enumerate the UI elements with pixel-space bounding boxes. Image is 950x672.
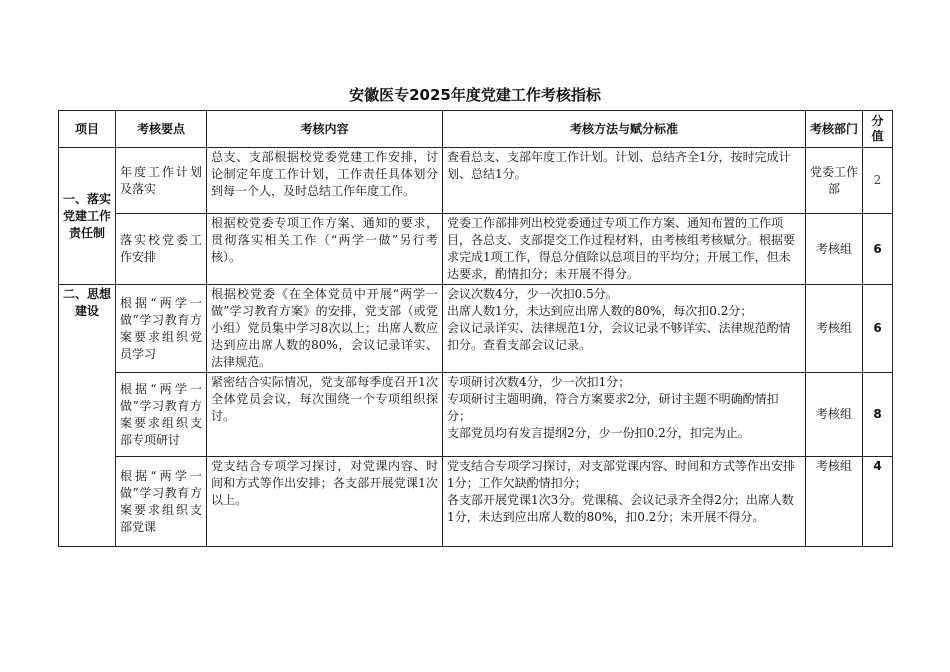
point-cell: 根据“两学一做”学习教育方案要求组织党员学习: [116, 285, 207, 373]
content-cell: 根据校党委《在全体党员中开展“两学一做”学习教育方案》的安排，党支部（或党小组）党员集中学习8次以上；出席人数应达到应出席人数的80%，会议记录详实、法律规范。: [207, 285, 443, 373]
project-cell: 二、思想建设: [59, 285, 116, 547]
score-cell: 8: [863, 373, 893, 457]
dept-cell: 考核组: [806, 214, 863, 285]
method-line: 出席人数1分，未达到应出席人数的80%，每次扣0.2分；: [447, 304, 753, 318]
table-row: [59, 373, 893, 457]
method-line: 会议记录详实、法律规范1分，会议记录不够详实、法律规范酌情扣分。查看支部会议记录。: [447, 321, 791, 352]
method-line: 查看总支、支部年度工作计划。计划、总结齐全1分，按时完成计划、总结1分。: [447, 150, 791, 181]
document-title: 安徽医专2025年度党建工作考核指标: [349, 86, 601, 104]
dept-cell: 考核组: [806, 285, 863, 373]
method-line: 各支部开展党课1次3分。党课稿、会议记录齐全得2分；出席人数1分，未达到应出席人数的80%，扣0.2分；未开展不得分。: [447, 493, 794, 524]
method-line: 会议次数4分，少一次扣0.5分。: [447, 287, 618, 301]
content-cell: 根据校党委专项工作方案、通知的要求，贯彻落实相关工作（“两学一做”另行考核）。: [207, 214, 443, 285]
header-point: 考核要点: [116, 111, 207, 148]
score-cell: 6: [863, 285, 893, 373]
score-cell: 4: [863, 457, 893, 547]
score-cell: 2: [863, 148, 893, 214]
dept-cell: 考核组: [806, 373, 863, 457]
project-cell: 一、落实党建工作责任制: [59, 148, 116, 285]
method-line: 党支结合专项学习探讨，对支部党课内容、时间和方式等作出安排1分；工作欠缺酌情扣分；: [447, 459, 796, 490]
point-cell: 根据“两学一做”学习教育方案要求组织支部党课: [116, 457, 207, 547]
score-cell: 6: [863, 214, 893, 285]
method-cell: [443, 373, 806, 457]
dept-cell: 党委工作部: [806, 148, 863, 214]
method-line: 党委工作部排列出校党委通过专项工作方案、通知布置的工作项目，各总支、支部提交工作过程材料，由考核组考核赋分。根据要求完成1项工作，得总分值除以总项目的平均分；开展工作，但未达要求，酌情扣分；未开展不得分。: [447, 216, 796, 281]
table-row: [59, 285, 893, 373]
header-content: 考核内容: [207, 111, 443, 148]
method-line: 专项研讨次数4分，少一次扣1分；: [447, 375, 631, 389]
method-cell: [443, 148, 806, 214]
dept-cell: 考核组: [806, 457, 863, 547]
method-line: 支部党员均有发言提纲2分，少一份扣0.2分，扣完为止。: [447, 426, 750, 440]
point-cell: 落实校党委工作安排: [116, 214, 207, 285]
table-row: [59, 214, 893, 285]
table-header-row: [59, 111, 893, 148]
method-cell: [443, 285, 806, 373]
point-cell: 年度工作计划及落实: [116, 148, 207, 214]
method-cell: [443, 457, 806, 547]
header-dept: 考核部门: [806, 111, 863, 148]
table-row: [59, 457, 893, 547]
table-row: [59, 148, 893, 214]
header-score: 分值: [863, 111, 893, 148]
method-line: 专项研讨主题明确，符合方案要求2分，研讨主题不明确酌情扣分；: [447, 392, 779, 423]
content-cell: 总支、支部根据校党委党建工作安排，讨论制定年度工作计划，工作责任具体划分到每一个人，及时总结工作年度工作。: [207, 148, 443, 214]
point-cell: 根据“两学一做”学习教育方案要求组织支部专项研讨: [116, 373, 207, 457]
content-cell: 紧密结合实际情况，党支部每季度召开1次全体党员会议，每次围绕一个专项组织探讨。: [207, 373, 443, 457]
content-cell: 党支结合专项学习探讨，对党课内容、时间和方式等作出安排；各支部开展党课1次以上。: [207, 457, 443, 547]
assessment-table: [58, 110, 893, 547]
header-project: 项目: [59, 111, 116, 148]
method-cell: [443, 214, 806, 285]
header-method: 考核方法与赋分标准: [443, 111, 806, 148]
